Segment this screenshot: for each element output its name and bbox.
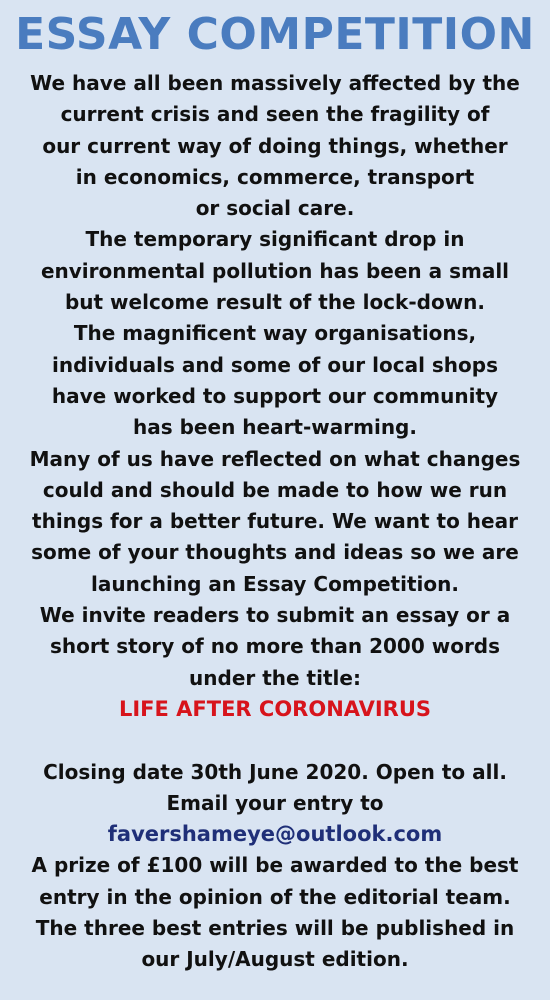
email-address: favershameye@outlook.com (107, 822, 443, 847)
body-line: The magnificent way organisations, (73, 321, 477, 346)
body-line: individuals and some of our local shops (51, 352, 499, 377)
body-line: under the title: (189, 665, 361, 690)
body-line: launching an Essay Competition. (91, 571, 459, 596)
page-title: ESSAY COMPETITION (15, 9, 535, 60)
prize-line: our July/August edition. (141, 947, 409, 972)
body-line: have worked to support our community (51, 383, 499, 408)
body-line: or social care. (195, 196, 355, 221)
body-line: our current way of doing things, whether (42, 133, 508, 158)
body-line: has been heart-warming. (133, 415, 417, 440)
prize-line: A prize of £100 will be awarded to the best (31, 853, 519, 878)
body-line: environmental pollution has been a small (40, 258, 510, 283)
body-line: but welcome result of the lock-down. (64, 290, 486, 315)
competition-body (0, 68, 550, 976)
essay-title: LIFE AFTER CORONAVIRUS (118, 696, 432, 721)
body-line: in economics, commerce, transport (75, 164, 475, 189)
email-instruction-line: Email your entry to (166, 790, 384, 815)
prize-line: entry in the opinion of the editorial team. (39, 884, 511, 909)
body-line: We invite readers to submit an essay or a (39, 603, 511, 628)
prize-line: The three best entries will be published in (35, 916, 515, 941)
body-line: short story of no more than 2000 words (49, 634, 501, 659)
closing-date-line: Closing date 30th June 2020. Open to all. (43, 759, 507, 784)
body-line: The temporary significant drop in (85, 227, 465, 252)
spacer (0, 725, 550, 756)
body-line: things for a better future. We want to hear (32, 509, 518, 534)
body-line: could and should be made to how we run (42, 477, 508, 502)
body-line: current crisis and seen the fragility of (60, 102, 490, 127)
body-line: We have all been massively affected by the (30, 71, 520, 95)
body-line: Many of us have reflected on what changes (29, 446, 521, 471)
body-line: some of your thoughts and ideas so we are (31, 540, 519, 565)
